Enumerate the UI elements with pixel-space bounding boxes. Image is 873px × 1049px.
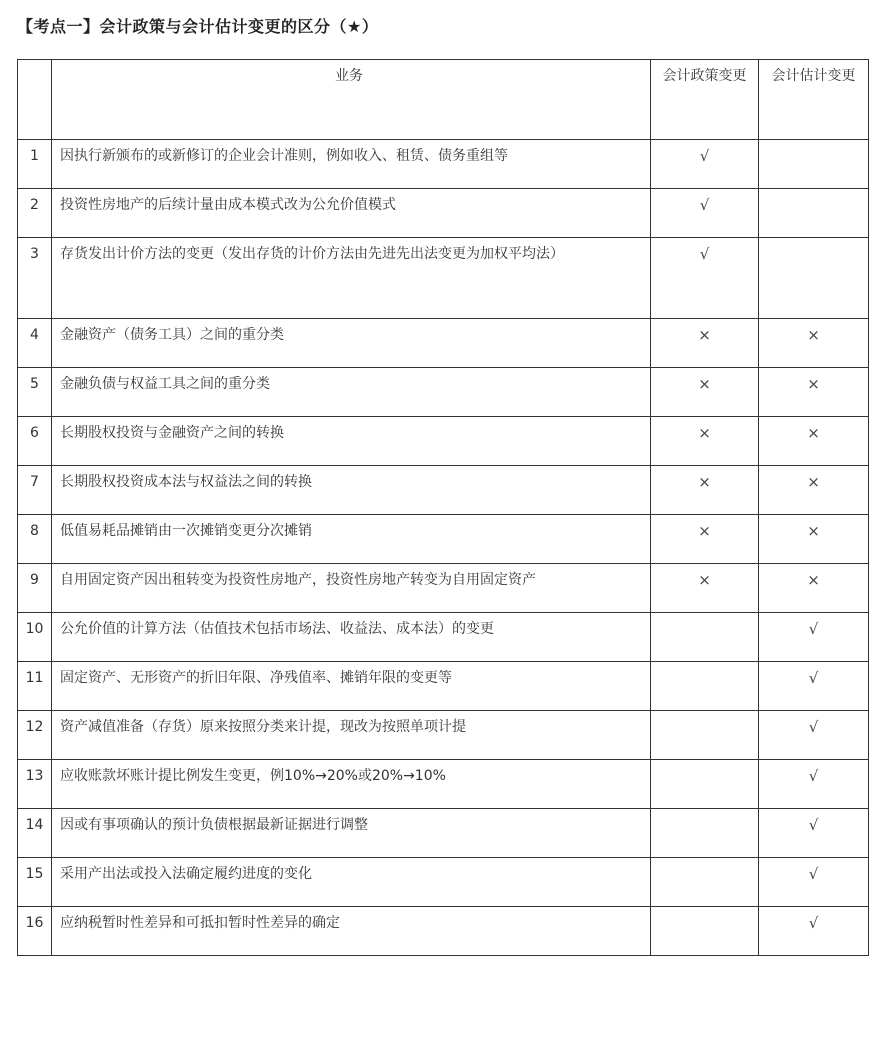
header-num	[18, 60, 52, 140]
row-number: 6	[18, 417, 52, 466]
row-business: 长期股权投资成本法与权益法之间的转换	[52, 466, 651, 515]
row-business: 存货发出计价方法的变更（发出存货的计价方法由先进先出法变更为加权平均法）	[52, 238, 651, 319]
check-mark: √	[808, 914, 819, 932]
row-policy-change	[651, 368, 759, 417]
row-business: 低值易耗品摊销由一次摊销变更分次摊销	[52, 515, 651, 564]
row-business: 采用产出法或投入法确定履约进度的变化	[52, 858, 651, 907]
row-policy-change	[651, 564, 759, 613]
table-row	[18, 809, 869, 858]
table-row	[18, 238, 869, 319]
page-title: 【考点一】会计政策与会计估计变更的区分（★）	[17, 17, 379, 36]
row-policy-change	[651, 711, 759, 760]
row-policy-change	[651, 466, 759, 515]
table-row	[18, 711, 869, 760]
row-policy-change	[651, 319, 759, 368]
cross-mark: ×	[807, 522, 820, 540]
row-estimate-change	[759, 189, 869, 238]
row-estimate-change	[759, 368, 869, 417]
row-estimate-change	[759, 760, 869, 809]
table-header-row	[18, 60, 869, 140]
row-estimate-change	[759, 140, 869, 189]
cross-mark: ×	[807, 375, 820, 393]
table-row	[18, 368, 869, 417]
check-mark: √	[808, 620, 819, 638]
table-row	[18, 319, 869, 368]
row-business: 长期股权投资与金融资产之间的转换	[52, 417, 651, 466]
table-row	[18, 417, 869, 466]
row-business: 金融资产（债务工具）之间的重分类	[52, 319, 651, 368]
row-business: 金融负债与权益工具之间的重分类	[52, 368, 651, 417]
row-number: 8	[18, 515, 52, 564]
cross-mark: ×	[698, 571, 711, 589]
header-policy-change	[651, 60, 759, 140]
row-number: 15	[18, 858, 52, 907]
row-estimate-change	[759, 711, 869, 760]
check-mark: √	[699, 147, 710, 165]
row-estimate-change	[759, 466, 869, 515]
row-estimate-change	[759, 613, 869, 662]
row-policy-change	[651, 613, 759, 662]
table-row	[18, 515, 869, 564]
cross-mark: ×	[698, 473, 711, 491]
row-estimate-change	[759, 907, 869, 956]
row-estimate-change	[759, 809, 869, 858]
row-estimate-change	[759, 564, 869, 613]
row-number: 11	[18, 662, 52, 711]
cross-mark: ×	[698, 522, 711, 540]
row-estimate-change	[759, 319, 869, 368]
cross-mark: ×	[807, 571, 820, 589]
row-policy-change	[651, 140, 759, 189]
row-number: 14	[18, 809, 52, 858]
row-estimate-change	[759, 238, 869, 319]
row-business: 因执行新颁布的或新修订的企业会计准则，例如收入、租赁、债务重组等	[52, 140, 651, 189]
check-mark: √	[808, 816, 819, 834]
row-business: 自用固定资产因出租转变为投资性房地产，投资性房地产转变为自用固定资产	[52, 564, 651, 613]
row-number: 5	[18, 368, 52, 417]
cross-mark: ×	[698, 375, 711, 393]
table-row	[18, 466, 869, 515]
row-policy-change	[651, 858, 759, 907]
row-number: 2	[18, 189, 52, 238]
row-policy-change	[651, 907, 759, 956]
cross-mark: ×	[807, 326, 820, 344]
table-row	[18, 907, 869, 956]
row-business: 固定资产、无形资产的折旧年限、净残值率、摊销年限的变更等	[52, 662, 651, 711]
row-estimate-change	[759, 662, 869, 711]
check-mark: √	[808, 767, 819, 785]
table-row	[18, 858, 869, 907]
cross-mark: ×	[698, 326, 711, 344]
row-estimate-change	[759, 417, 869, 466]
row-estimate-change	[759, 858, 869, 907]
cross-mark: ×	[807, 473, 820, 491]
table-row	[18, 760, 869, 809]
row-number: 9	[18, 564, 52, 613]
row-number: 3	[18, 238, 52, 319]
row-policy-change	[651, 189, 759, 238]
table-row	[18, 662, 869, 711]
row-policy-change	[651, 760, 759, 809]
row-policy-change	[651, 809, 759, 858]
check-mark: √	[808, 718, 819, 736]
row-number: 4	[18, 319, 52, 368]
row-policy-change	[651, 515, 759, 564]
row-business: 公允价值的计算方法（估值技术包括市场法、收益法、成本法）的变更	[52, 613, 651, 662]
policy-estimate-table	[17, 59, 869, 956]
row-estimate-change	[759, 515, 869, 564]
header-policy-label: 会计政策变更	[662, 68, 747, 84]
check-mark: √	[808, 669, 819, 687]
row-policy-change	[651, 238, 759, 319]
row-number: 10	[18, 613, 52, 662]
row-business: 应收账款坏账计提比例发生变更，例10%→20%或20%→10%	[52, 760, 651, 809]
header-estimate-label: 会计估计变更	[771, 68, 856, 84]
row-number: 7	[18, 466, 52, 515]
cross-mark: ×	[807, 424, 820, 442]
table-row	[18, 564, 869, 613]
row-number: 13	[18, 760, 52, 809]
row-business: 资产减值准备（存货）原来按照分类来计提，现改为按照单项计提	[52, 711, 651, 760]
row-policy-change	[651, 417, 759, 466]
table-row	[18, 140, 869, 189]
row-number: 1	[18, 140, 52, 189]
row-policy-change	[651, 662, 759, 711]
table-row	[18, 189, 869, 238]
header-estimate-change	[759, 60, 869, 140]
row-number: 12	[18, 711, 52, 760]
header-business: 业务	[52, 60, 651, 140]
check-mark: √	[699, 245, 710, 263]
row-business: 因或有事项确认的预计负债根据最新证据进行调整	[52, 809, 651, 858]
row-business: 投资性房地产的后续计量由成本模式改为公允价值模式	[52, 189, 651, 238]
table-row	[18, 613, 869, 662]
row-number: 16	[18, 907, 52, 956]
cross-mark: ×	[698, 424, 711, 442]
row-business: 应纳税暂时性差异和可抵扣暂时性差异的确定	[52, 907, 651, 956]
check-mark: √	[808, 865, 819, 883]
check-mark: √	[699, 196, 710, 214]
